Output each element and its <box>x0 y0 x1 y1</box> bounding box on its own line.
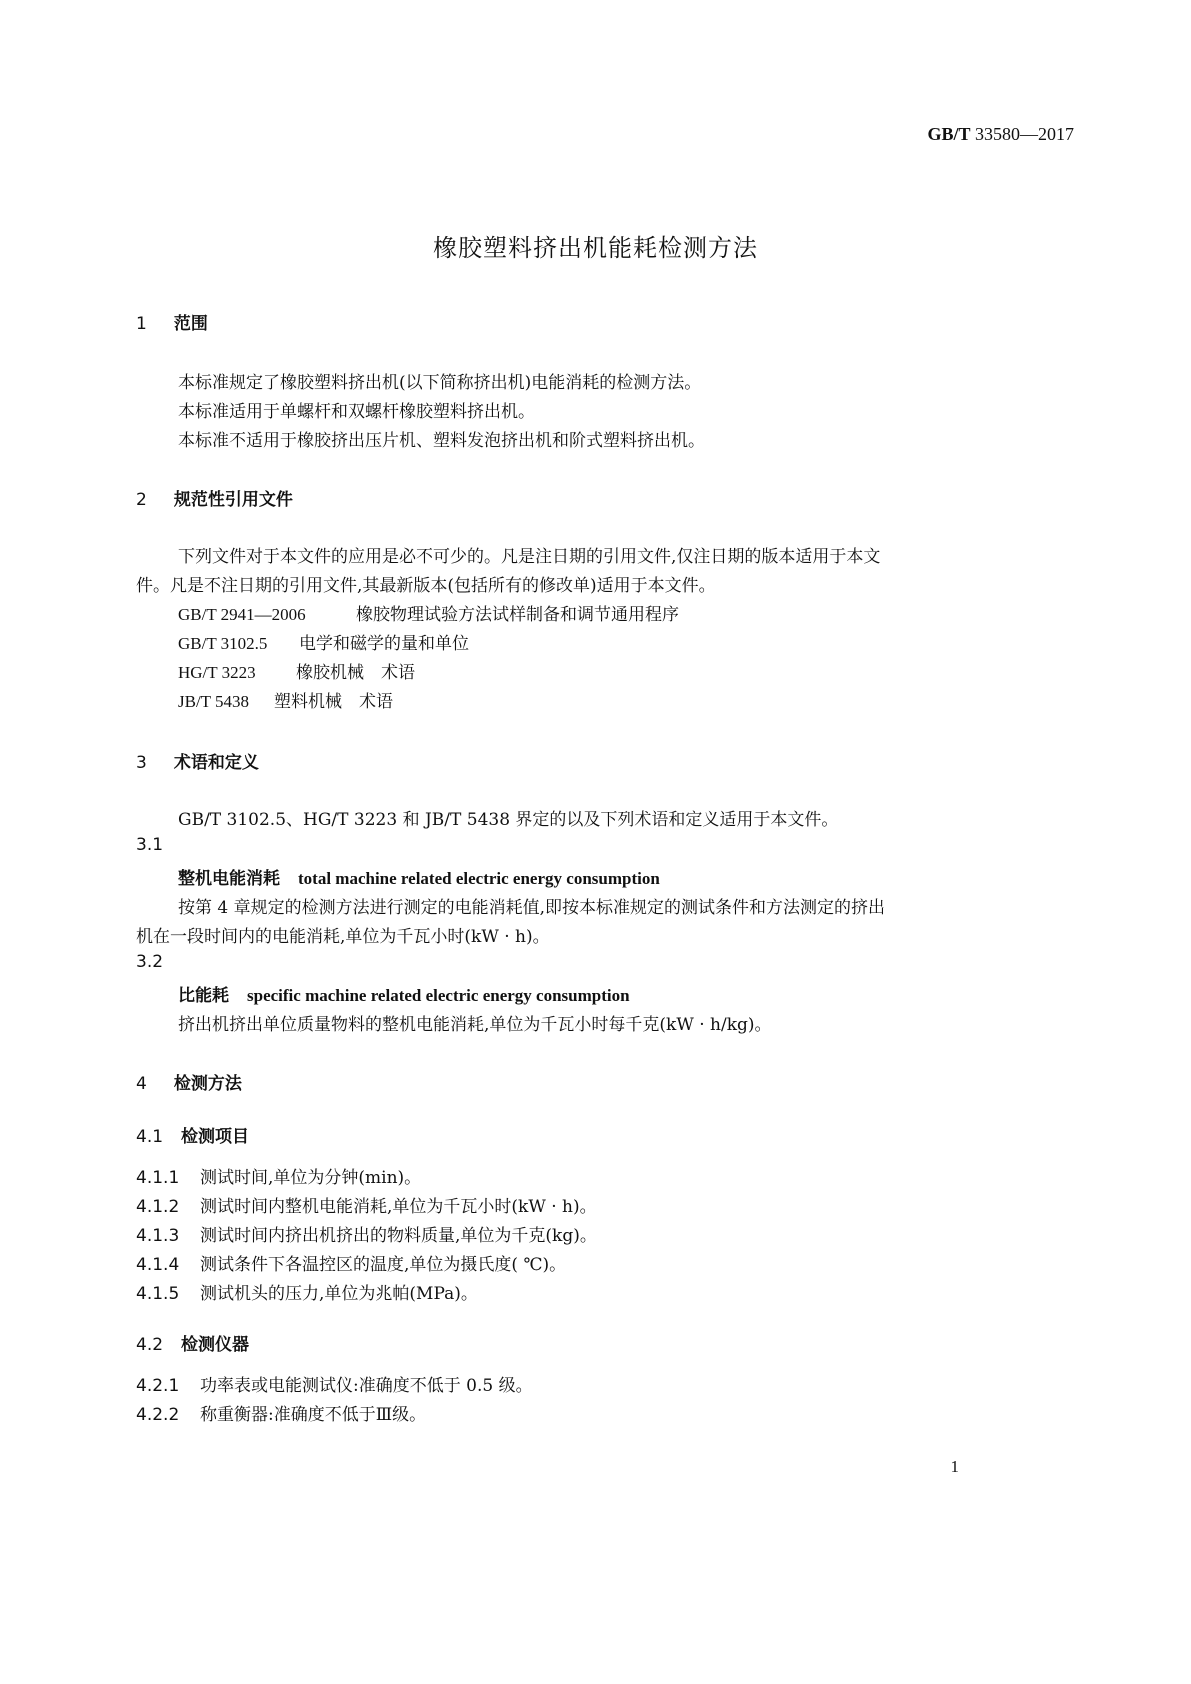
item-text: 功率表或电能测试仪:准确度不低于 0.5 级。 <box>200 1376 533 1396</box>
page-title: 橡胶塑料挤出机能耗检测方法 <box>433 234 758 262</box>
section-title: 规范性引用文件 <box>173 490 293 510</box>
reference-title: 橡胶机械 术语 <box>296 663 415 683</box>
section-2-heading <box>136 485 293 510</box>
item-text: 测试时间内整机电能消耗,单位为千瓦小时(kW · h)。 <box>200 1197 597 1217</box>
item-number: 4.1.4 <box>136 1255 180 1275</box>
section-number: 1 <box>136 314 147 334</box>
s2-intro-line: 件。凡是不注日期的引用文件,其最新版本(包括所有的修改单)适用于本文件。 <box>136 576 716 596</box>
term-number: 3.1 <box>136 835 164 855</box>
s1-paragraph: 本标准适用于单螺杆和双螺杆橡胶塑料挤出机。 <box>178 402 535 422</box>
term-chinese: 整机电能消耗 <box>178 869 280 889</box>
list-item <box>136 1163 421 1188</box>
item-number: 4.2.1 <box>136 1376 180 1396</box>
item-text: 称重衡器:准确度不低于Ⅲ级。 <box>200 1405 427 1425</box>
item-text: 测试时间,单位为分钟(min)。 <box>200 1168 422 1188</box>
item-number: 4.1.2 <box>136 1197 180 1217</box>
s1-paragraph: 本标准不适用于橡胶挤出压片机、塑料发泡挤出机和阶式塑料挤出机。 <box>178 431 705 451</box>
reference-title: 电学和磁学的量和单位 <box>299 634 469 654</box>
list-item <box>136 1371 533 1396</box>
s3-intro: GB/T 3102.5、HG/T 3223 和 JB/T 5438 界定的以及下列术语和定义适用于本文件。 <box>178 810 839 830</box>
term-chinese: 比能耗 <box>178 986 229 1006</box>
s2-intro-line: 下列文件对于本文件的应用是必不可少的。凡是注日期的引用文件,仅注日期的版本适用于本文 <box>178 547 881 567</box>
page-number: 1 <box>950 1457 959 1476</box>
term-definition: 挤出机挤出单位质量物料的整机电能消耗,单位为千瓦小时每千克(kW · h/kg)。 <box>178 1015 772 1035</box>
standard-prefix: GB/T <box>927 124 971 144</box>
reference-code: GB/T 2941—2006 <box>178 605 306 624</box>
standard-number-header <box>927 124 1074 145</box>
reference-item <box>178 687 393 712</box>
list-item <box>136 1221 597 1246</box>
section-number: 3 <box>136 753 147 773</box>
reference-code: GB/T 3102.5 <box>178 634 268 653</box>
reference-code: JB/T 5438 <box>178 692 250 711</box>
term-english: total machine related electric energy consumption <box>298 869 660 888</box>
item-text: 测试时间内挤出机挤出的物料质量,单位为千克(kg)。 <box>200 1226 597 1246</box>
subsection-4-1-heading <box>136 1122 249 1147</box>
standard-code: 33580—2017 <box>975 124 1074 144</box>
reference-title: 塑料机械 术语 <box>274 692 393 712</box>
section-title: 检测方法 <box>173 1074 242 1094</box>
item-number: 4.2.2 <box>136 1405 180 1425</box>
subsection-title: 检测项目 <box>181 1127 249 1147</box>
list-item <box>136 1400 426 1425</box>
term-number: 3.2 <box>136 952 164 972</box>
term-heading <box>178 864 660 889</box>
s1-paragraph: 本标准规定了橡胶塑料挤出机(以下简称挤出机)电能消耗的检测方法。 <box>178 373 702 393</box>
reference-title: 橡胶物理试验方法试样制备和调节通用程序 <box>356 605 679 625</box>
subsection-4-2-heading <box>136 1330 249 1355</box>
subsection-number: 4.2 <box>136 1335 164 1355</box>
section-1-heading <box>136 309 208 334</box>
reference-item <box>178 629 469 654</box>
section-number: 4 <box>136 1074 147 1094</box>
item-number: 4.1.5 <box>136 1284 180 1304</box>
term-heading <box>178 981 630 1006</box>
reference-item <box>178 600 679 625</box>
reference-code: HG/T 3223 <box>178 663 256 682</box>
term-english: specific machine related electric energy consumption <box>247 986 630 1005</box>
reference-item <box>178 658 415 683</box>
term-definition: 机在一段时间内的电能消耗,单位为千瓦小时(kW · h)。 <box>136 927 550 947</box>
subsection-number: 4.1 <box>136 1127 164 1147</box>
section-title: 范围 <box>173 314 208 334</box>
section-3-heading <box>136 748 259 773</box>
term-definition: 按第 4 章规定的检测方法进行测定的电能消耗值,即按本标准规定的测试条件和方法测定的挤出 <box>178 898 886 918</box>
section-number: 2 <box>136 490 147 510</box>
item-text: 测试条件下各温控区的温度,单位为摄氏度( ℃)。 <box>200 1255 567 1275</box>
item-text: 测试机头的压力,单位为兆帕(MPa)。 <box>200 1284 478 1304</box>
item-number: 4.1.3 <box>136 1226 180 1246</box>
item-number: 4.1.1 <box>136 1168 180 1188</box>
list-item <box>136 1279 478 1304</box>
section-title: 术语和定义 <box>173 753 259 773</box>
list-item <box>136 1192 597 1217</box>
list-item <box>136 1250 566 1275</box>
subsection-title: 检测仪器 <box>181 1335 249 1355</box>
section-4-heading <box>136 1069 242 1094</box>
